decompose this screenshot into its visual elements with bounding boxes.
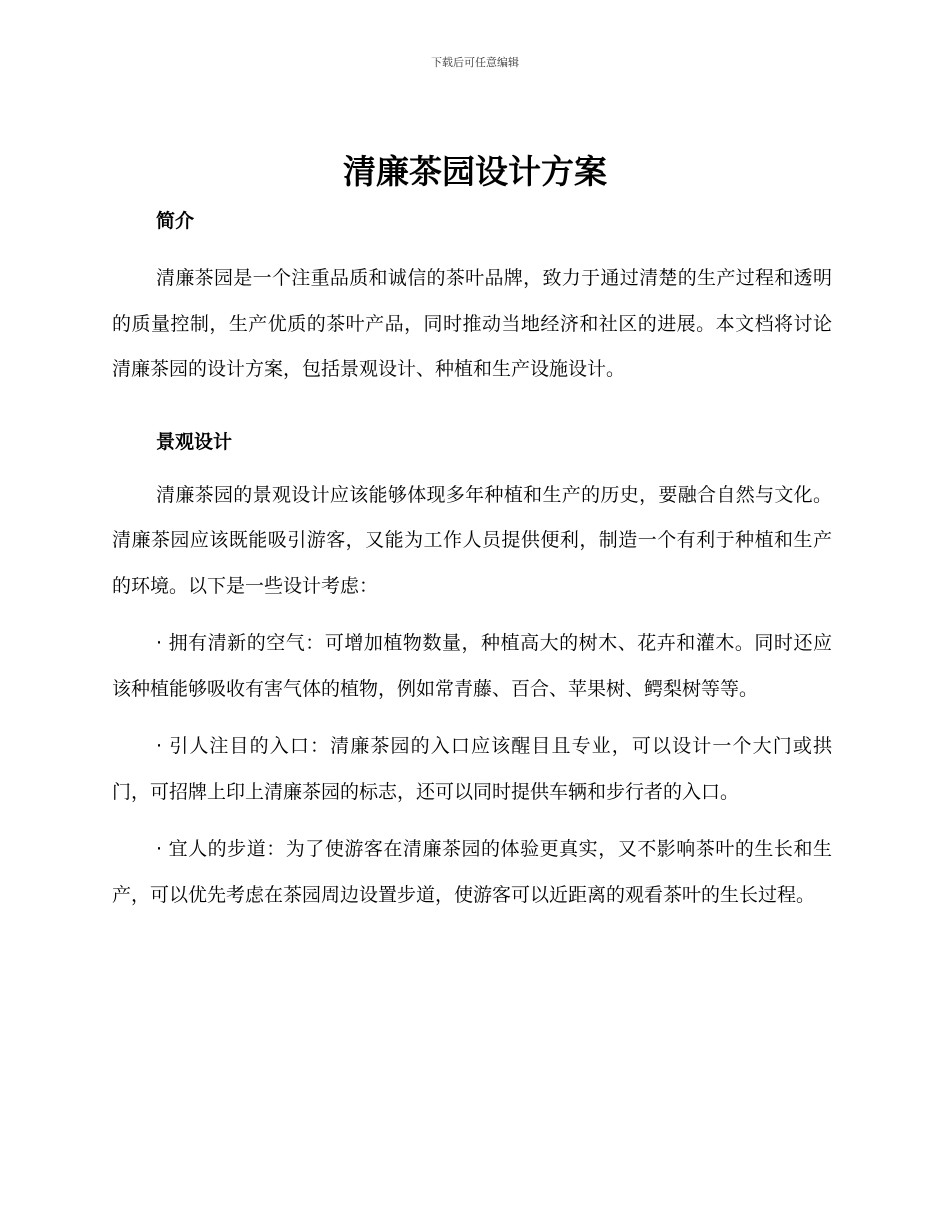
bullet-item: · 引人注目的入口：清廉茶园的入口应该醒目且专业，可以设计一个大门或拱门，可招牌上印上清廉茶园的标志，还可以同时提供车辆和步行者的入口。	[112, 735, 832, 803]
bullet-item: · 宜人的步道：为了使游客在清廉茶园的体验更真实，又不影响茶叶的生长和生产，可以优先考虑在茶园周边设置步道，使游客可以近距离的观看茶叶的生长过程。	[112, 838, 832, 906]
section-heading: 景观设计	[156, 430, 233, 453]
section-intro	[112, 200, 832, 393]
paragraph: 清廉茶园是一个注重品质和诚信的茶叶品牌，致力于通过清楚的生产过程和透明的质量控制，生产优质的茶叶产品，同时推动当地经济和社区的进展。本文档将讨论清廉茶园的设计方案，包括景观设计、种植和生产设施设计。	[112, 267, 832, 380]
section-landscape-design	[112, 421, 832, 919]
document-title: 清廉茶园设计方案	[343, 152, 607, 191]
document-body	[112, 200, 832, 918]
bullet-item: · 拥有清新的空气：可增加植物数量，种植高大的树木、花卉和灌木。同时还应该种植能够吸收有害气体的植物，例如常青藤、百合、苹果树、鳄梨树等等。	[112, 632, 832, 700]
section-heading: 简介	[156, 210, 195, 232]
page-header-note: 下载后可任意编辑	[431, 56, 519, 69]
paragraph: 清廉茶园的景观设计应该能够体现多年种植和生产的历史，要融合自然与文化。清廉茶园应该既能吸引游客，又能为工作人员提供便利，制造一个有利于种植和生产的环境。以下是一些设计考虑：	[112, 483, 832, 597]
